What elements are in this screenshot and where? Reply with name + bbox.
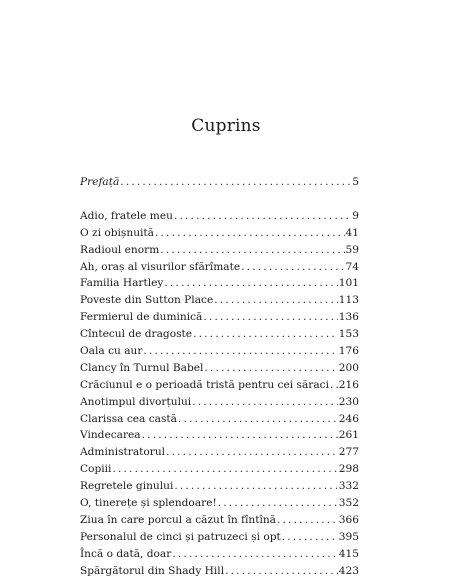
toc-leader-dots [166, 444, 338, 461]
toc-entry [80, 326, 359, 343]
toc-entry [80, 208, 359, 225]
toc-entry [80, 225, 359, 242]
toc-entry [80, 411, 359, 428]
toc-entry [80, 563, 359, 580]
toc-entry-title: O, tinerețe și splendoare! [80, 497, 217, 510]
toc-entry-page: 200 [338, 361, 359, 374]
toc-entry-page: 153 [338, 328, 359, 341]
toc-entry-title: Prefață [80, 176, 120, 188]
toc-leader-dots [225, 563, 338, 580]
table-of-contents [80, 174, 359, 579]
toc-entry [80, 461, 359, 478]
toc-entry-title: Adio, fratele meu [80, 209, 173, 222]
toc-entry-page: 261 [338, 429, 359, 442]
toc-entry [80, 512, 359, 529]
toc-entry-title: Anotimpul divorțului [80, 395, 192, 408]
toc-entry-page: 332 [338, 480, 359, 493]
toc-leader-dots [142, 427, 338, 444]
toc-entry-title: Copiii [80, 463, 112, 476]
toc-entry-page: 298 [338, 463, 359, 476]
toc-leader-dots [193, 326, 338, 343]
toc-entry-page: 113 [338, 294, 359, 307]
toc-leader-dots [164, 275, 337, 292]
toc-entry [80, 292, 359, 309]
toc-leader-dots [277, 512, 338, 529]
toc-entry-title: Administratorul [80, 446, 166, 459]
toc-entry-title: Oala cu aur [80, 345, 143, 358]
toc-leader-dots [174, 208, 351, 225]
toc-entry-title: Personalul de cinci și patruzeci și opt [80, 530, 281, 543]
toc-entry-page: 176 [338, 345, 359, 358]
toc-leader-dots [143, 343, 337, 360]
toc-entry-page: 9 [352, 209, 359, 222]
toc-entry-title: Ah, oraș al visurilor sfărîmate [80, 260, 241, 273]
toc-entry-page: 352 [338, 497, 359, 510]
page-title: Cuprins [191, 116, 261, 136]
toc-leader-dots [172, 546, 337, 563]
toc-entry-title: Poveste din Sutton Place [80, 294, 214, 307]
toc-entry-page: 101 [338, 277, 359, 290]
toc-leader-dots [214, 292, 338, 309]
toc-leader-dots [330, 377, 338, 394]
toc-entry-page: 136 [338, 311, 359, 324]
toc-leader-dots [178, 411, 338, 428]
toc-leader-dots [120, 174, 351, 191]
toc-leader-dots [155, 225, 345, 242]
toc-entry [80, 259, 359, 276]
toc-entry [80, 495, 359, 512]
toc-entry [80, 377, 359, 394]
toc-entry-title: Ziua în care porcul a căzut în fîntînă [80, 513, 276, 526]
toc-entry-title: O zi obișnuită [80, 226, 154, 239]
toc-entry [80, 444, 359, 461]
toc-entry-title: Cîntecul de dragoste [80, 328, 193, 341]
toc-entry-page: 423 [338, 564, 359, 577]
toc-entry-page: 415 [338, 547, 359, 560]
toc-leader-dots [112, 461, 337, 478]
toc-entry-title: Radioul enorm [80, 243, 160, 256]
toc-entry-page: 395 [338, 530, 359, 543]
toc-entry-page: 246 [338, 412, 359, 425]
toc-entry [80, 394, 359, 411]
toc-entry [80, 343, 359, 360]
toc-entry-page: 74 [345, 260, 359, 273]
toc-entry-page: 216 [338, 378, 359, 391]
toc-leader-dots [241, 259, 344, 276]
toc-entry-title: Vindecarea [80, 429, 141, 442]
toc-entry [80, 427, 359, 444]
toc-entry-title: Crăciunul e o perioadă tristă pentru cei săraci [80, 378, 329, 391]
toc-entry-page: 5 [352, 176, 359, 188]
toc-entry-page: 59 [345, 243, 359, 256]
toc-entry-title: Spărgătorul din Shady Hill [80, 564, 225, 577]
toc-entry [80, 478, 359, 495]
toc-entry [80, 529, 359, 546]
toc-leader-dots [282, 529, 338, 546]
toc-entry-page: 230 [338, 395, 359, 408]
toc-entry-page: 41 [345, 226, 359, 239]
toc-entry-title: Fermierul de duminică [80, 311, 203, 324]
toc-entry-title: Clarissa cea castă [80, 412, 177, 425]
toc-entry-page: 277 [338, 446, 359, 459]
toc-entry-title: Încă o dată, doar [80, 547, 172, 560]
toc-entry-page: 366 [338, 513, 359, 526]
toc-entry-title: Clancy în Turnul Babel [80, 361, 204, 374]
toc-entry [80, 242, 359, 259]
toc-leader-dots [218, 495, 338, 512]
toc-entry [80, 360, 359, 377]
toc-entry-title: Regretele ginului [80, 480, 174, 493]
toc-leader-dots [174, 478, 337, 495]
toc-entry-preface [80, 174, 359, 191]
toc-entry [80, 546, 359, 563]
toc-leader-dots [192, 394, 338, 411]
toc-leader-dots [204, 360, 337, 377]
toc-leader-dots [160, 242, 344, 259]
toc-entry [80, 309, 359, 326]
toc-entry [80, 275, 359, 292]
toc-entry-title: Familia Hartley [80, 277, 164, 290]
toc-leader-dots [203, 309, 337, 326]
